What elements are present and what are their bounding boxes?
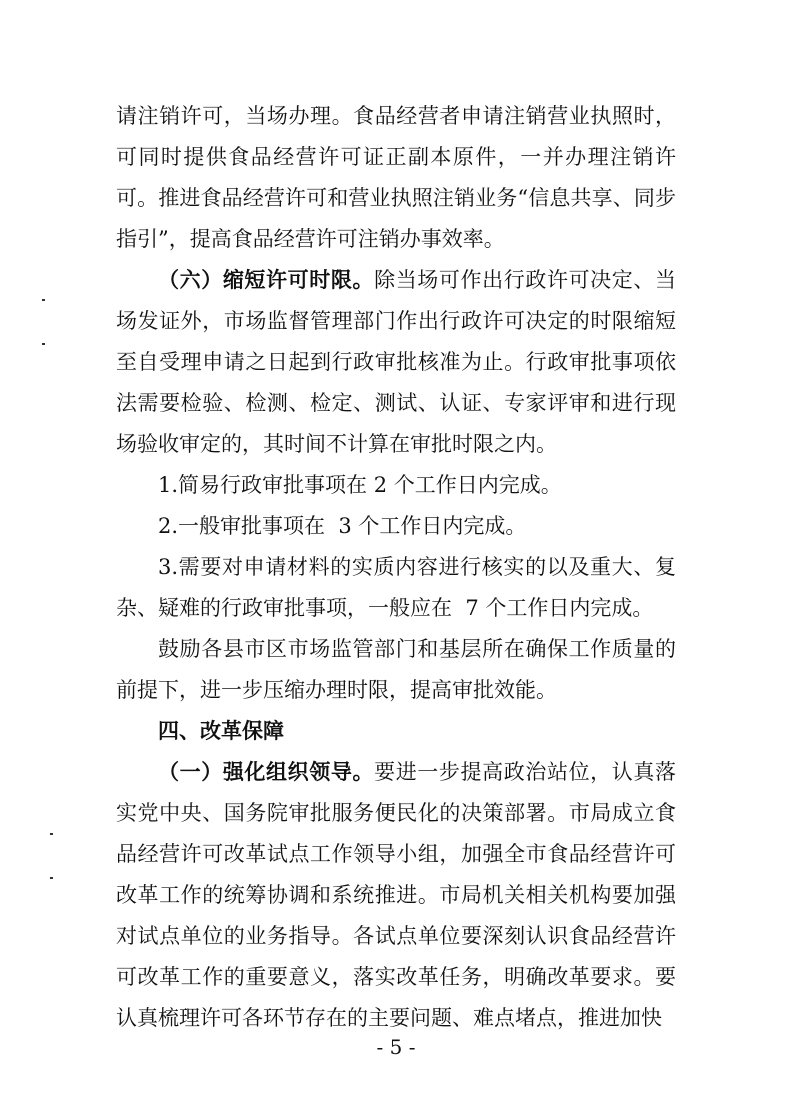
scan-mark [42, 299, 45, 301]
paragraph-shorten-time-limit [116, 260, 676, 465]
section-heading: 四、改革保障 [158, 719, 284, 743]
paragraph-text: 请注销许可，当场办理。食品经营者申请注销营业执照时，可同时提供食品经营许可证正副本原件，一并办理注销许可。推进食品经营许可和营业执照注销业务“信息共享、同步指引”，提高食品经营许可注销办事效率。 [116, 104, 676, 251]
scan-mark [50, 877, 53, 879]
paragraph-text: 要进一步提高政治站位，认真落实党中央、国务院审批服务便民化的决策部署。市局成立食品经营许可改革试点工作领导小组，加强全市食品经营许可改革工作的统筹协调和系统推进。市局机关相关机构要加强对试点单位的业务指导。各试点单位要深刻认识食品经营许可改革工作的重要意义，落实改革任务，明确改革要求。要认真梳理许可各环节存在的主要问题、难点堵点，推进加快 [116, 760, 677, 1030]
list-item-3 [116, 547, 676, 629]
paragraph-lead: （六）缩短许可时限。 [158, 268, 375, 292]
paragraph-text: 除当场可作出行政许可决定、当场发证外，市场监督管理部门作出行政许可决定的时限缩短至自受理申请之日起到行政审批核准为止。行政审批事项依法需要检验、检测、检定、测试、认证、专家评审和进行现场验收审定的，其时间不计算在审批时限之内。 [116, 268, 677, 456]
paragraph-strengthen-leadership [116, 752, 676, 1039]
list-item-text: 1.简易行政审批事项在 2 个工作日内完成。 [158, 473, 562, 497]
paragraph-lead: （一）强化组织领导。 [158, 760, 375, 784]
document-body [116, 96, 676, 1039]
list-item-text: 2.一般审批事项在 3 个工作日内完成。 [158, 514, 527, 538]
list-item-2 [116, 506, 676, 547]
paragraph-cancellation [116, 96, 676, 260]
page-number: - 5 - [376, 1035, 416, 1059]
scan-mark [42, 343, 45, 345]
paragraph-encourage [116, 629, 676, 711]
list-item-1 [116, 465, 676, 506]
paragraph-text: 鼓励各县市区市场监管部门和基层所在确保工作质量的前提下，进一步压缩办理时限，提高审批效能。 [116, 637, 676, 702]
scan-mark [50, 833, 53, 835]
list-item-text: 3.需要对申请材料的实质内容进行核实的以及重大、复杂、疑难的行政审批事项，一般应在 7 个工作日内完成。 [116, 555, 676, 620]
